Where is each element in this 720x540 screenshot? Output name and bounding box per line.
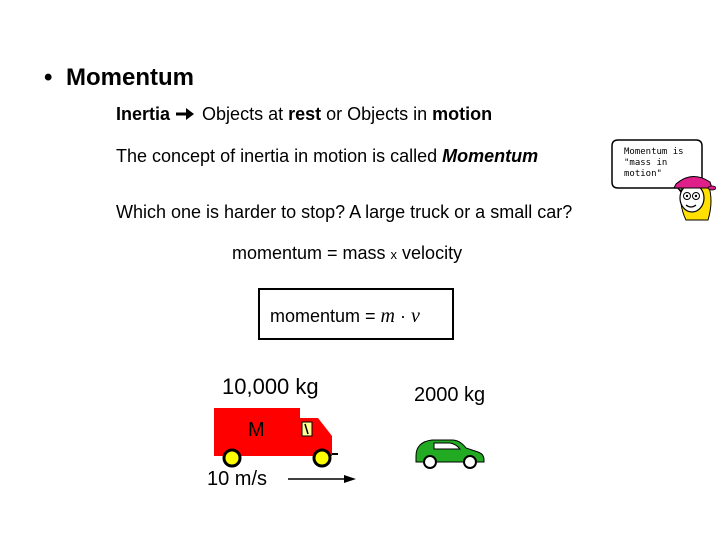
concept-line	[116, 146, 538, 167]
right-arrow-icon	[175, 105, 197, 126]
speech-bubble-text: Momentum is "mass in motion"	[624, 147, 684, 179]
truck-letter: M	[248, 419, 265, 441]
rest-word: rest	[288, 104, 322, 124]
inertia-text-1: Objects at	[197, 104, 289, 124]
cartoon-girl-icon	[668, 170, 716, 222]
car-mass-label: 2000 kg	[414, 384, 486, 406]
momentum-emphasis: Momentum	[442, 146, 539, 166]
formula-right: velocity	[397, 243, 463, 263]
times-symbol: x	[390, 247, 398, 262]
velocity-variable: v	[411, 305, 420, 327]
truck-icon	[210, 406, 342, 470]
inertia-label: Inertia	[116, 104, 171, 124]
question-line: Which one is harder to stop? A large truck or a small car?	[116, 202, 573, 222]
slide-title	[44, 64, 194, 92]
inertia-line	[116, 104, 492, 126]
dot-operator: ·	[395, 306, 411, 326]
mass-variable: m	[380, 305, 395, 327]
formula-box-content	[270, 305, 420, 328]
car-icon	[412, 434, 486, 470]
formula-left: momentum = mass	[232, 243, 391, 263]
inertia-text-2: or Objects in	[321, 104, 433, 124]
formula-box-prefix: momentum =	[270, 306, 381, 326]
concept-text: The concept of inertia in motion is called	[116, 146, 443, 166]
truck-mass-label: 10,000 kg	[222, 374, 319, 399]
formula-line	[232, 243, 462, 264]
motion-word: motion	[432, 104, 493, 124]
bullet-dot: •	[44, 64, 53, 91]
truck-speed-label: 10 m/s	[207, 468, 268, 490]
formula-box	[258, 288, 454, 340]
title-text: Momentum	[66, 64, 194, 91]
velocity-arrow-icon	[286, 472, 358, 486]
